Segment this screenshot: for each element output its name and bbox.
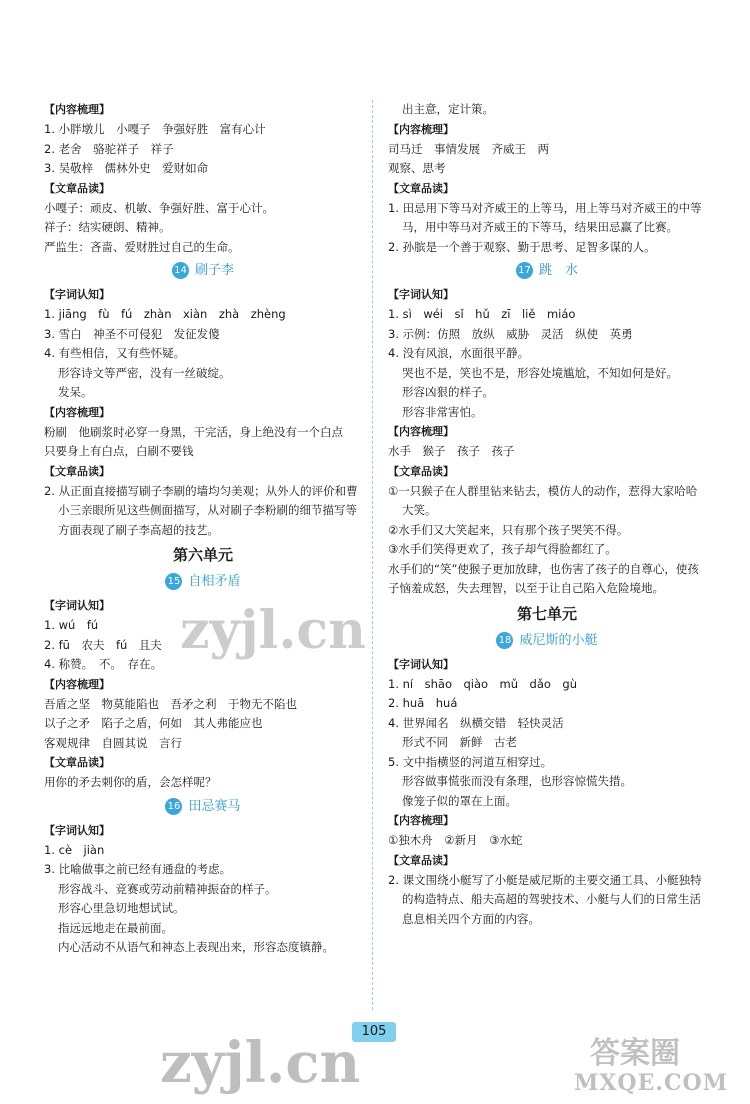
answer-paragraph: ①一只猴子在人群里钻来钻去，模仿人的动作，惹得大家哈哈大笑。 <box>388 483 698 517</box>
section-header: 【文章品读】 <box>44 181 110 195</box>
answer-line: 1. ní shāo qiào mǔ dǎo gù <box>388 676 578 691</box>
answer-line: 1. jiāng fù fú zhàn xiàn zhà zhèng <box>44 307 286 321</box>
answer-paragraph: 水手们的“笑”使猴子更加放肆，也伤害了孩子的自尊心，使孩子恼羞成怒，失去理智，以至于让自己陷入危险境地。 <box>388 561 699 595</box>
lesson-title <box>44 259 362 283</box>
lesson-title <box>44 795 362 819</box>
lesson-number-badge: 14 <box>172 262 189 279</box>
answer-line: 严监生：吝啬、爱财胜过自己的生命。 <box>44 239 240 254</box>
lesson-number-badge: 15 <box>165 573 182 590</box>
answer-line: 发呆。 <box>58 385 93 399</box>
answer-line: 1. cè jiàn <box>44 842 105 857</box>
lesson-title <box>388 259 706 283</box>
answer-line: 2. fū 农夫 fú 且夫 <box>44 637 162 652</box>
answer-line: 形容凶狠的样子。 <box>402 385 494 399</box>
answer-line: 观察、思考 <box>388 161 446 175</box>
answer-paragraph: 1. 田忌用下等马对齐威王的上等马，用上等马对齐威王的中等马，用中等马对齐威王的下等马，结果田忌赢了比赛。 <box>388 200 702 234</box>
section-header: 【文章品读】 <box>388 853 454 867</box>
answer-paragraph: 内心活动不从语气和神态上表现出来，形容态度镇静。 <box>58 940 334 954</box>
section-header: 【内容梳理】 <box>44 405 110 419</box>
section-header: 【内容梳理】 <box>388 425 454 438</box>
answer-line: ①独木舟 ②新月 ③水蛇 <box>388 833 523 847</box>
answer-line: 1. 小胖墩儿 小嘎子 争强好胜 富有心计 <box>44 122 266 136</box>
section-header: 【文章品读】 <box>44 756 110 769</box>
answer-line: 水手 猴子 孩子 孩子 <box>388 444 515 458</box>
answer-line: 形容战斗、竞赛或劳动前精神振奋的样子。 <box>58 881 277 896</box>
answer-line: ②水手们又大笑起来，只有那个孩子哭笑不得。 <box>388 522 629 537</box>
answer-line: 3. 雪白 神圣不可侵犯 发征发傻 <box>44 326 220 341</box>
answer-line: 司马迁 事情发展 齐威王 两 <box>388 141 549 156</box>
answer-line: 5. 文中指横竖的河道互相穿过。 <box>388 754 553 769</box>
section-header: 【字词认知】 <box>388 657 454 671</box>
answer-line: 用你的矛去刺你的盾，会怎样呢？ <box>44 775 217 789</box>
answer-line: 1. sì wéi sǐ hǔ zī liě miáo <box>388 307 576 321</box>
answer-line: 形式不同 新鲜 古老 <box>402 735 517 749</box>
unit-title: 第七单元 <box>516 604 577 623</box>
watermark-text: zyjl.cn <box>160 1030 361 1096</box>
answer-paragraph: 粉刷 他刷浆时必穿一身黑，干完活，身上绝没有一个白点 只要身上有白点，白刷不要钱 <box>44 424 355 458</box>
lesson-title-text: 自相矛盾 <box>188 574 241 589</box>
answer-line: 出主意，定计策。 <box>402 102 494 116</box>
answer-paragraph: 哭也不是，笑也不是，形容处境尴尬，不知如何是好。 <box>402 365 678 380</box>
lesson-title-text: 刷子李 <box>194 263 234 278</box>
lesson-title <box>388 629 706 653</box>
lesson-title <box>44 570 362 594</box>
answer-line: 祥子：结实硬朗、精神。 <box>44 220 171 234</box>
answer-line: 3. 示例：仿照 放纵 威胁 灵活 纵使 英勇 <box>388 326 633 341</box>
answer-line: 3. 比喻做事之前已经有通盘的考虑。 <box>44 862 232 876</box>
answer-line: 客观规律 自圆其说 言行 <box>44 735 182 750</box>
lesson-title-text: 跳 水 <box>538 263 578 278</box>
right-column <box>388 100 706 929</box>
section-header: 【字词认知】 <box>44 599 110 612</box>
answer-line: 1. wú fú <box>44 618 99 632</box>
answer-line: 3. 吴敬梓 儒林外史 爱财如命 <box>44 161 209 175</box>
section-header: 【文章品读】 <box>388 181 454 195</box>
answer-line: 4. 称赞。 不。 存在。 <box>44 657 163 671</box>
watermark-text: zyjl.cn <box>180 600 366 661</box>
section-header: 【内容梳理】 <box>388 122 454 136</box>
answer-paragraph: 2. 孙膑是一个善于观察、勤于思考、足智多谋的人。 <box>388 239 656 254</box>
answer-line: 4. 有些相信，又有些怀疑。 <box>44 346 186 360</box>
left-column <box>44 100 362 958</box>
watermark-url: MXQE.COM <box>574 1070 729 1096</box>
page-number: 105 <box>352 1022 396 1042</box>
answer-line: 形容诗文等严密，没有一丝破绽。 <box>58 365 231 380</box>
answer-paragraph: 2. 从正面直接描写刷子李刷的墙均匀美观；从外人的评价和曹小三亲眼所见这些侧面描写，从对刷子李粉刷的细节描写等方面表现了刷子李高超的技艺。 <box>44 483 358 537</box>
column-divider <box>372 100 373 1010</box>
unit-title: 第六单元 <box>172 546 233 564</box>
answer-line: 4. 世界闻名 纵横交错 轻快灵活 <box>388 715 564 730</box>
answer-line: 形容做事慌张而没有条理，也形容惊慌失措。 <box>402 774 632 788</box>
section-header: 【文章品读】 <box>44 464 110 478</box>
lesson-title-text: 田忌赛马 <box>188 798 241 814</box>
lesson-title-text: 威尼斯的小艇 <box>519 632 598 648</box>
answer-line: 形容心里急切地想试试。 <box>58 901 185 915</box>
answer-line: 以子之矛 陷子之盾，何如 其人弗能应也 <box>44 716 263 730</box>
section-header: 【内容梳理】 <box>388 814 454 827</box>
lesson-number-badge: 18 <box>496 632 513 649</box>
answer-line: 小嘎子：顽皮、机敏、争强好胜、富于心计。 <box>44 200 274 215</box>
section-header: 【内容梳理】 <box>44 677 110 691</box>
section-header: 【字词认知】 <box>44 823 110 837</box>
answer-paragraph: 2. 课文围绕小艇写了小艇是威尼斯的主要交通工具、小艇独特的构造特点、船夫高超的驾驶技术、小艇与人们的日常生活息息相关四个方面的内容。 <box>388 872 702 926</box>
answer-line: 2. 老舍 骆驼祥子 祥子 <box>44 141 174 156</box>
lesson-number-badge: 17 <box>516 262 533 279</box>
section-header: 【文章品读】 <box>388 464 454 478</box>
section-header: 【字词认知】 <box>388 288 454 301</box>
watermark-logo: 答案圈 <box>590 1036 680 1071</box>
section-header: 【内容梳理】 <box>44 103 110 116</box>
answer-line: 指远远地走在最前面。 <box>58 920 173 935</box>
answer-line: 像笼子似的罩在上面。 <box>402 793 517 808</box>
answer-line: 吾盾之坚 物莫能陷也 吾矛之利 于物无不陷也 <box>44 696 297 711</box>
answer-line: ③水手们笑得更欢了，孩子却气得脸都红了。 <box>388 542 617 556</box>
answer-line: 形容非常害怕。 <box>402 404 483 419</box>
answer-line: 4. 没有风浪，水面很平静。 <box>388 346 530 360</box>
lesson-number-badge: 16 <box>165 798 182 815</box>
answer-line: 2. huā huá <box>388 696 458 710</box>
section-header: 【字词认知】 <box>44 288 110 301</box>
